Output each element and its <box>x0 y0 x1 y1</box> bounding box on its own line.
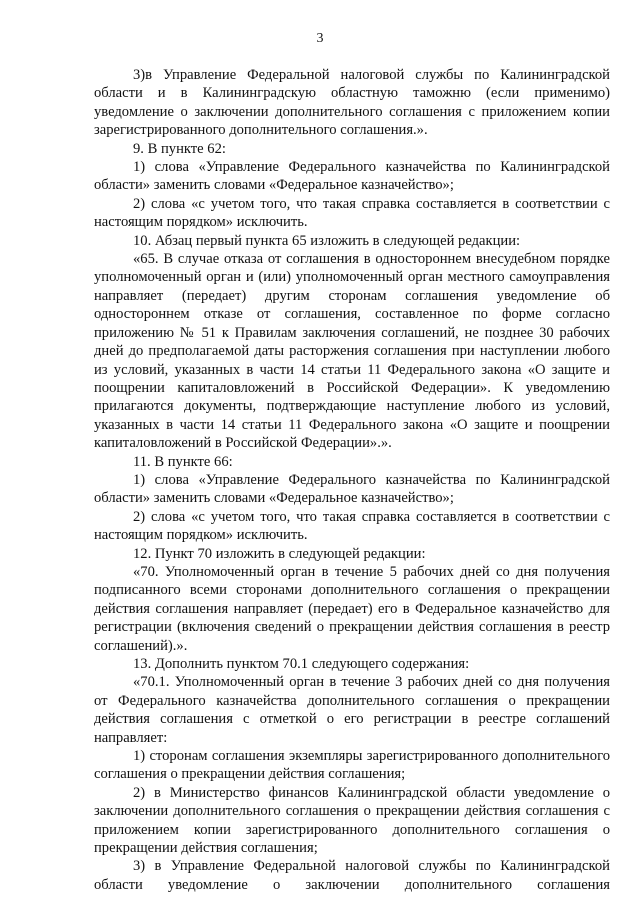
page-number: 3 <box>316 31 324 46</box>
paragraph: 11. В пункте 66: <box>133 453 233 470</box>
paragraph: 3)в Управление Федеральной налоговой службы по Калининградской области и в Калининградскую областную таможню (если применимо) уведомление о заключении дополнительного соглашения с приложением копии зарегистрированного дополнительного соглашения.». <box>94 67 610 139</box>
paragraph: 2) слова «с учетом того, что такая справка составляется в соответствии с настоящим порядком» исключить. <box>94 195 610 231</box>
paragraph: 9. В пункте 62: <box>133 140 226 157</box>
paragraph: 13. Дополнить пунктом 70.1 следующего содержания: <box>133 656 470 672</box>
paragraph: 2) в Министерство финансов Калининградской области уведомление о заключении дополнительного соглашения о прекращении действия соглашения с приложением копии зарегистрированного дополнительного соглашения о прекращении действия соглашения; <box>94 784 610 857</box>
paragraph: 2) слова «с учетом того, что такая справка составляется в соответствии с настоящим порядком» исключить. <box>94 508 610 544</box>
paragraph: 1) слова «Управление Федерального казначейства по Калининградской области» заменить словами «Федеральное казначейство»; <box>94 471 610 507</box>
document-body <box>94 66 610 894</box>
paragraph: 1) слова «Управление Федерального казначейства по Калининградской области» заменить словами «Федеральное казначейство»; <box>94 159 610 194</box>
paragraph: «70.1. Уполномоченный орган в течение 3 рабочих дней со дня получения от Федерального казначейства дополнительного соглашения о прекращении действия соглашения с отметкой о его регистрации в реестре соглашений направляет: <box>94 674 610 746</box>
paragraph: 12. Пункт 70 изложить в следующей редакции: <box>133 545 426 562</box>
paragraph: «65. В случае отказа от соглашения в одностороннем внесудебном порядке уполномоченный орган и (или) уполномоченный орган местного самоуправления направляет (передает) другим сторонам соглашения уведомление об одностороннем отказе от соглашения, составленное по форме согласно приложению № 51 к Правилам заключения соглашений, не позднее 30 рабочих дней до предполагаемой даты расторжения соглашения при наступлении любого из условий, указанных в части 14 статьи 11 Федерального закона «О защите и поощрении капиталовложений в Российской Федерации». К уведомлению прилагаются документы, подтверждающие наступление любого из условий, указанных в части 14 статьи 11 Федерального закона «О защите и поощрении капиталовложений в Российской Федерации».». <box>94 251 610 452</box>
paragraph: 3) в Управление Федеральной налоговой службы по Калининградской области уведомление о заключении дополнительного соглашения <box>94 858 610 893</box>
paragraph: «70. Уполномоченный орган в течение 5 рабочих дней со дня получения подписанного всеми сторонами дополнительного соглашения о прекращении действия соглашения направляет (передает) его в Федеральное казначейство для регистрации (включения сведений о прекращении действия соглашения в реестр соглашений).». <box>94 563 610 654</box>
paragraph: 1) сторонам соглашения экземпляры зарегистрированного дополнительного соглашения о прекращении действия соглашения; <box>94 748 610 783</box>
paragraph: 10. Абзац первый пункта 65 изложить в следующей редакции: <box>133 232 521 249</box>
